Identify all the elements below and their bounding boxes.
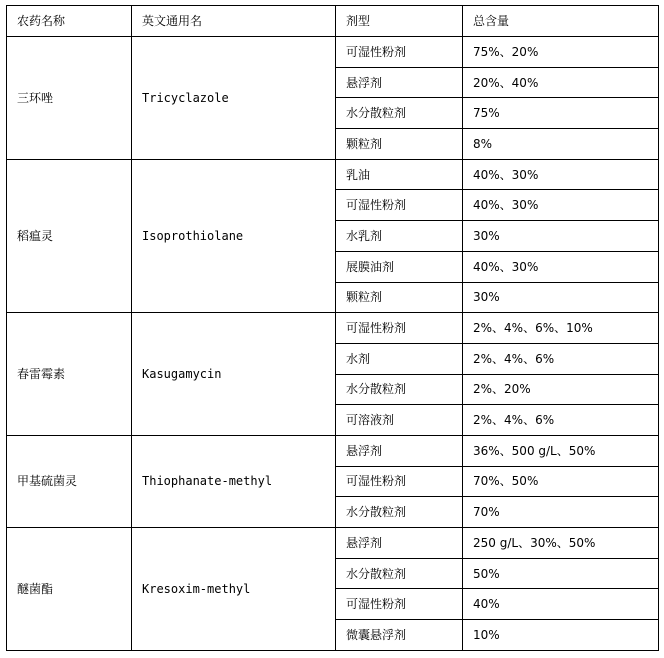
formulation-cell: 悬浮剂 <box>336 67 463 98</box>
table-row <box>7 313 659 344</box>
table-row <box>7 37 659 68</box>
content-cell: 2%、4%、6%、10% <box>463 313 659 344</box>
content-cell: 75%、20% <box>463 37 659 68</box>
content-cell: 20%、40% <box>463 67 659 98</box>
formulation-cell: 展膜油剂 <box>336 251 463 282</box>
content-cell: 30% <box>463 282 659 313</box>
formulation-cell: 可湿性粉剂 <box>336 190 463 221</box>
header-formulation: 剂型 <box>336 6 463 37</box>
formulation-cell: 水分散粒剂 <box>336 374 463 405</box>
formulation-cell: 水分散粒剂 <box>336 558 463 589</box>
formulation-cell: 颗粒剂 <box>336 129 463 160</box>
pesticide-name-cell: 春雷霉素 <box>7 313 132 436</box>
formulation-cell: 可湿性粉剂 <box>336 313 463 344</box>
table-row <box>7 435 659 466</box>
content-cell: 8% <box>463 129 659 160</box>
header-pesticide-name: 农药名称 <box>7 6 132 37</box>
content-cell: 36%、500 g/L、50% <box>463 435 659 466</box>
content-cell: 75% <box>463 98 659 129</box>
pesticide-name-cell: 稻瘟灵 <box>7 159 132 312</box>
content-cell: 70% <box>463 497 659 528</box>
formulation-cell: 可溶液剂 <box>336 405 463 436</box>
content-cell: 50% <box>463 558 659 589</box>
content-cell: 2%、4%、6% <box>463 405 659 436</box>
content-cell: 2%、20% <box>463 374 659 405</box>
pesticide-name-cell: 甲基硫菌灵 <box>7 435 132 527</box>
table-row <box>7 159 659 190</box>
english-name-cell: Thiophanate-methyl <box>132 435 336 527</box>
content-cell: 70%、50% <box>463 466 659 497</box>
english-name-cell: Isoprothiolane <box>132 159 336 312</box>
formulation-cell: 微囊悬浮剂 <box>336 620 463 651</box>
formulation-cell: 水分散粒剂 <box>336 98 463 129</box>
formulation-cell: 可湿性粉剂 <box>336 37 463 68</box>
pesticide-table <box>6 5 659 651</box>
header-total-content: 总含量 <box>463 6 659 37</box>
content-cell: 40% <box>463 589 659 620</box>
formulation-cell: 颗粒剂 <box>336 282 463 313</box>
content-cell: 10% <box>463 620 659 651</box>
formulation-cell: 可湿性粉剂 <box>336 589 463 620</box>
header-english-name: 英文通用名 <box>132 6 336 37</box>
table-body <box>7 37 659 651</box>
formulation-cell: 水分散粒剂 <box>336 497 463 528</box>
formulation-cell: 水剂 <box>336 343 463 374</box>
english-name-cell: Tricyclazole <box>132 37 336 160</box>
english-name-cell: Kresoxim-methyl <box>132 528 336 651</box>
pesticide-name-cell: 醚菌酯 <box>7 528 132 651</box>
english-name-cell: Kasugamycin <box>132 313 336 436</box>
content-cell: 40%、30% <box>463 159 659 190</box>
formulation-cell: 悬浮剂 <box>336 435 463 466</box>
table-row <box>7 528 659 559</box>
content-cell: 250 g/L、30%、50% <box>463 528 659 559</box>
header-row <box>7 6 659 37</box>
formulation-cell: 可湿性粉剂 <box>336 466 463 497</box>
content-cell: 2%、4%、6% <box>463 343 659 374</box>
formulation-cell: 水乳剂 <box>336 221 463 252</box>
content-cell: 30% <box>463 221 659 252</box>
content-cell: 40%、30% <box>463 251 659 282</box>
formulation-cell: 悬浮剂 <box>336 528 463 559</box>
formulation-cell: 乳油 <box>336 159 463 190</box>
pesticide-name-cell: 三环唑 <box>7 37 132 160</box>
content-cell: 40%、30% <box>463 190 659 221</box>
